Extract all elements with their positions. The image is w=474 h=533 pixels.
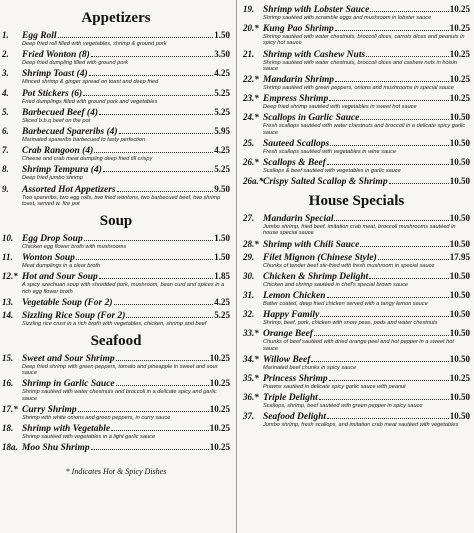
seafood-list bbox=[2, 353, 230, 453]
dot-leader bbox=[327, 412, 449, 419]
menu-item-description: Marinated spareribs barbecued to tasty perfection bbox=[22, 137, 146, 144]
dot-leader bbox=[94, 146, 213, 153]
dot-leader bbox=[369, 272, 448, 279]
menu-item-price: 10.50 bbox=[449, 328, 470, 339]
dot-leader bbox=[84, 234, 214, 241]
menu-item-price: 10.50 bbox=[449, 213, 470, 224]
menu-item-line bbox=[243, 49, 470, 60]
dot-leader bbox=[335, 24, 449, 31]
menu-item-description: Chunks of tender beef stir-fried with fresh mushroom in special sauce bbox=[263, 262, 435, 269]
menu-item-price: 5.95 bbox=[214, 126, 230, 137]
menu-item-number: 5. bbox=[2, 106, 9, 117]
menu-item-line bbox=[243, 290, 470, 301]
menu-item-name: Barbecued Spareribs (4) bbox=[22, 127, 118, 138]
dot-leader bbox=[366, 50, 449, 57]
menu-item-line bbox=[243, 157, 470, 168]
menu-item-line bbox=[2, 233, 230, 244]
menu-item-line bbox=[243, 176, 470, 187]
menu-item-price: 10.50 bbox=[449, 290, 470, 301]
menu-item-description: Fresh scallops sautéed with water chestnuts and broccoli in a delicate spicy garlic sauce bbox=[263, 123, 466, 136]
menu-item-number: 11. bbox=[2, 252, 13, 263]
menu-item-price: 10.50 bbox=[449, 112, 470, 123]
menu-item-price: 10.50 bbox=[449, 392, 470, 403]
dot-leader bbox=[389, 177, 449, 184]
dot-leader bbox=[335, 75, 449, 82]
menu-item-number: 4. bbox=[2, 87, 9, 98]
menu-item-name: Crispy Salted Scallop & Shrimp bbox=[263, 177, 388, 188]
menu-item-name: Pot Stickers (6) bbox=[22, 88, 83, 99]
menu-item bbox=[243, 213, 470, 236]
menu-item bbox=[2, 442, 230, 453]
menu-item-name: Shrimp Tempura (4) bbox=[22, 165, 102, 176]
menu-item-price: 10.50 bbox=[449, 176, 470, 187]
menu-item-number: 28.* bbox=[243, 238, 259, 249]
menu-item-name: Vegetable Soup (For 2) bbox=[22, 297, 113, 308]
menu-item-price: 10.25 bbox=[449, 74, 470, 85]
menu-item-number: 23.* bbox=[243, 93, 259, 104]
dot-leader bbox=[314, 329, 449, 336]
menu-item-line bbox=[2, 442, 230, 453]
menu-item-line bbox=[2, 30, 230, 41]
dot-leader bbox=[116, 354, 209, 361]
menu-item-name: Happy Family bbox=[263, 310, 320, 321]
menu-item bbox=[2, 233, 230, 250]
menu-item bbox=[2, 30, 230, 47]
menu-item-description: Shrimp sautéed with vegetables in a light garlic sauce bbox=[22, 434, 156, 441]
menu-item-name: Princess Shrimp bbox=[263, 374, 328, 385]
menu-item bbox=[2, 297, 230, 308]
dot-leader bbox=[111, 424, 209, 431]
menu-item bbox=[243, 112, 470, 135]
menu-item-description: Deep fried shrimp sautéed with vegetables in sweet hot sauce bbox=[263, 104, 417, 111]
menu-item-line bbox=[243, 392, 470, 403]
menu-left-column bbox=[0, 0, 236, 533]
menu-item-number: 13. bbox=[2, 296, 14, 307]
menu-item bbox=[2, 164, 230, 181]
menu-item-line bbox=[2, 126, 230, 137]
dot-leader bbox=[117, 185, 214, 192]
dot-leader bbox=[103, 165, 213, 172]
dot-leader bbox=[334, 214, 448, 221]
menu-item-line bbox=[2, 184, 230, 195]
menu-item-name: Shrimp with Chili Sauce bbox=[263, 239, 360, 250]
menu-item bbox=[2, 271, 230, 294]
dot-leader bbox=[83, 89, 213, 96]
menu-item-line bbox=[2, 107, 230, 118]
menu-item-description: Batter coated, deep fried chicken served with a tangy lemon sauce bbox=[263, 301, 428, 308]
menu-item-number: 17.* bbox=[2, 403, 18, 414]
menu-item-line bbox=[243, 354, 470, 365]
menu-item-line bbox=[2, 378, 230, 389]
menu-item bbox=[243, 392, 470, 409]
menu-item-line bbox=[243, 309, 470, 320]
menu-item-name: Shrimp in Garlic Sauce bbox=[22, 379, 115, 390]
menu-item-price: 10.25 bbox=[449, 93, 470, 104]
menu-item bbox=[2, 107, 230, 124]
menu-item-line bbox=[2, 271, 230, 282]
menu-item-description: Shrimp sautéed with water chestnuts and broccoli in a delicate spicy and garlic sauce bbox=[22, 389, 217, 402]
menu-item bbox=[2, 423, 230, 440]
menu-item-description: Meat dumplings in a clear broth bbox=[22, 263, 101, 270]
menu-item-number: 26.* bbox=[243, 157, 259, 168]
menu-item-price: 10.25 bbox=[209, 353, 230, 364]
menu-item-description: Two spareribs, two egg rolls, two fried wontons, two barbecued beef, two shrimp toast, served w. fire pot bbox=[22, 194, 221, 207]
menu-item-line bbox=[243, 373, 470, 384]
menu-item-description: Deep fried jumbo shrimp bbox=[22, 175, 83, 182]
menu-item-name: Orange Beef bbox=[263, 329, 313, 340]
section-title-soup: Soup bbox=[99, 213, 133, 230]
dot-leader bbox=[99, 272, 213, 279]
menu-item-line bbox=[2, 404, 230, 415]
dot-leader bbox=[91, 50, 214, 57]
menu-item-name: Shrimp with Vegetable bbox=[22, 424, 111, 435]
menu-item-number: 18a. bbox=[2, 442, 18, 453]
menu-item-description: Prawns sautéed in delicate spicy garlic sauce with peanut bbox=[263, 384, 406, 391]
menu-item-line bbox=[243, 252, 470, 263]
menu-item-line bbox=[243, 4, 470, 15]
menu-item-number: 8. bbox=[2, 164, 9, 175]
menu-item-name: Seafood Delight bbox=[263, 412, 327, 423]
menu-item-description: Shrimp sautéed with water chestnuts, broccoli dices, carrots dices and peanuts in spicy hot sauce bbox=[263, 34, 465, 47]
menu-item-name: Filet Mignon (Chinese Style) bbox=[263, 252, 377, 263]
dot-leader bbox=[116, 379, 209, 386]
menu-item-price: 3.50 bbox=[214, 49, 230, 60]
menu-item-price: 10.25 bbox=[449, 23, 470, 34]
menu-item-price: 1.50 bbox=[214, 30, 230, 40]
menu-item-line bbox=[243, 271, 470, 282]
menu-item-name: Willow Beef bbox=[263, 354, 311, 365]
menu-item-name: Scallops & Beef bbox=[263, 158, 326, 169]
menu-item bbox=[243, 157, 470, 174]
menu-item-name: Lemon Chicken bbox=[263, 291, 326, 302]
menu-item-number: 35.* bbox=[243, 373, 259, 384]
appetizers-list bbox=[2, 30, 230, 207]
menu-item-name: Shrimp Toast (4) bbox=[22, 69, 88, 80]
menu-item-name: Sizzling Rice Soup (For 2) bbox=[22, 310, 126, 321]
dot-leader bbox=[329, 94, 449, 101]
menu-item-name: Shrimp with Lobster Sauce bbox=[263, 5, 370, 15]
menu-item-name: Hot and Sour Soup bbox=[22, 272, 98, 283]
menu-item-description: Jumbo shrimp, fried beef, imitation crab meat, broccoli mushrooms sautéed in house special sauce bbox=[263, 224, 456, 237]
dot-leader bbox=[76, 253, 213, 260]
menu-item bbox=[243, 239, 470, 250]
menu-item-description: Scallops, shrimp, beef sautéed with green pepper in spicy sauce bbox=[263, 403, 423, 410]
menu-item-number: 21. bbox=[243, 48, 255, 59]
menu-item bbox=[243, 309, 470, 326]
menu-item bbox=[243, 373, 470, 390]
menu-item-description: Chunks of beef sautéed with dried orange peel and hot pepper in a sweet hot sauce bbox=[263, 339, 454, 352]
menu-item-line bbox=[2, 49, 230, 60]
dot-leader bbox=[114, 298, 214, 305]
menu-item-number: 6. bbox=[2, 126, 9, 137]
menu-item-number: 25. bbox=[243, 137, 255, 148]
menu-item-line bbox=[243, 93, 470, 104]
menu-item-number: 34.* bbox=[243, 353, 259, 364]
menu-item-number: 12.* bbox=[2, 271, 18, 282]
menu-item-price: 9.50 bbox=[214, 183, 230, 194]
menu-item-description: Fresh scallops sautéed with vegetables in wine sauce bbox=[263, 148, 397, 155]
menu-item-description: Sizzling rice crust in a rich broth with vegetables, chicken, shrimp and beef bbox=[22, 320, 207, 327]
dot-leader bbox=[89, 69, 214, 76]
menu-item-line bbox=[243, 328, 470, 339]
menu-item bbox=[243, 23, 470, 46]
menu-item-description: Marinated beef chunks in spicy sauce bbox=[263, 364, 357, 371]
menu-item bbox=[2, 404, 230, 421]
menu-item-name: Sweet and Sour Shrimp bbox=[22, 354, 115, 365]
menu-item-description: Shrimp with white onions and green peppers, in curry sauce bbox=[22, 414, 171, 421]
menu-item-number: 32. bbox=[243, 309, 255, 320]
menu-item-price: 4.25 bbox=[214, 145, 230, 156]
menu-item-line bbox=[2, 68, 230, 79]
menu-item-description: Fried dumplings filled with ground pork and vegetables bbox=[22, 98, 158, 105]
menu-right-column bbox=[236, 0, 474, 533]
menu-item-number: 36.* bbox=[243, 392, 259, 403]
menu-item-name: Shrimp with Cashew Nuts bbox=[263, 49, 366, 60]
section-title-seafood: Seafood bbox=[90, 333, 142, 350]
section-title-appetizers: Appetizers bbox=[81, 10, 151, 26]
dot-leader bbox=[320, 310, 449, 317]
menu-item-description: Deep fried roll filled with vegetables, shrimp & ground pork bbox=[22, 41, 167, 47]
menu-item bbox=[243, 252, 470, 269]
menu-item-price: 5.25 bbox=[214, 106, 230, 117]
menu-item-description: Shrimp sautéed with water chestnuts, broccoli dices and cashew nuts in hoisin sauce bbox=[263, 59, 458, 72]
spicy-note: * Indicates Hot & Spicy Dishes bbox=[65, 467, 167, 477]
menu-item-description: Chicken and shrimp sautéed in chef's special brown sauce bbox=[263, 281, 409, 288]
dot-leader bbox=[78, 405, 209, 412]
menu-item-name: Sauteed Scallops bbox=[263, 138, 330, 149]
menu-item bbox=[2, 252, 230, 269]
menu-item-description: Cheese and crab meat dumpling deep fried till crispy bbox=[22, 156, 153, 163]
menu-item bbox=[243, 411, 470, 428]
dot-leader bbox=[327, 291, 449, 298]
menu-item-number: 15. bbox=[2, 353, 14, 364]
menu-item-description: Chicken egg flower broth with mushrooms bbox=[22, 244, 127, 251]
menu-item-number: 3. bbox=[2, 68, 9, 79]
dot-leader bbox=[319, 393, 449, 400]
menu-item-line bbox=[2, 164, 230, 175]
menu-item bbox=[2, 310, 230, 327]
menu-item-number: 7. bbox=[2, 145, 9, 156]
dot-leader bbox=[91, 443, 209, 450]
menu-item-price: 10.25 bbox=[449, 4, 470, 14]
menu-item-line bbox=[243, 411, 470, 422]
menu-item bbox=[243, 74, 470, 91]
dot-leader bbox=[360, 113, 448, 120]
menu-item-description: Shrimp, beef, pork, chicken with snow peas, pods and water chestnuts bbox=[263, 320, 438, 327]
menu-item-line bbox=[2, 353, 230, 364]
soup-list bbox=[2, 233, 230, 327]
seafood-continued-list bbox=[243, 4, 470, 187]
menu-item bbox=[243, 4, 470, 21]
menu-item-number: 16. bbox=[2, 378, 14, 389]
menu-item-number: 33.* bbox=[243, 328, 259, 339]
menu-item bbox=[2, 184, 230, 207]
menu-item-description: A spicy szechuan soup with shredded pork, mushroom, bean curd and spices in a rich egg flower broth bbox=[22, 282, 225, 295]
menu-item bbox=[243, 290, 470, 307]
menu-item bbox=[2, 353, 230, 376]
menu-item-number: 10. bbox=[2, 233, 14, 244]
menu-item bbox=[243, 176, 470, 187]
menu-item-price: 10.50 bbox=[449, 238, 470, 249]
menu-item-name: Mandarin Special bbox=[263, 214, 334, 225]
menu-item-price: 10.50 bbox=[449, 353, 470, 364]
menu-item-name: Egg Roll bbox=[22, 31, 57, 41]
dot-leader bbox=[58, 31, 214, 38]
menu-item-number: 37. bbox=[243, 411, 255, 422]
house-specials-list bbox=[243, 213, 470, 428]
menu-item-number: 1. bbox=[2, 30, 9, 40]
menu-item-number: 2. bbox=[2, 49, 9, 60]
dot-leader bbox=[329, 374, 449, 381]
menu-item-line bbox=[2, 145, 230, 156]
menu-item bbox=[243, 354, 470, 371]
menu-item-price: 10.25 bbox=[449, 373, 470, 384]
section-title-house-specials: House Specials bbox=[308, 193, 405, 210]
dot-leader bbox=[126, 311, 213, 318]
menu-item-price: 1.50 bbox=[214, 252, 230, 263]
menu-item-description: Minced shrimp & ginger spread on toast and deep fried bbox=[22, 79, 159, 86]
menu-item-number: 30. bbox=[243, 270, 255, 281]
menu-item-name: Empress Shrimp bbox=[263, 94, 329, 105]
menu-item-line bbox=[2, 297, 230, 308]
menu-item-number: 18. bbox=[2, 423, 14, 434]
menu-item-line bbox=[243, 213, 470, 224]
menu-item-price: 10.25 bbox=[209, 423, 230, 434]
menu-item-name: Moo Shu Shrimp bbox=[22, 443, 90, 454]
menu-item-price: 10.50 bbox=[449, 309, 470, 320]
menu-item-line bbox=[2, 310, 230, 321]
menu-item-description: Scallops & beef sautéed with vegetables in garlic sauce bbox=[263, 168, 401, 175]
menu-item-price: 17.95 bbox=[449, 251, 470, 262]
menu-item-line bbox=[243, 138, 470, 149]
menu-item bbox=[2, 378, 230, 401]
menu-item-line bbox=[243, 74, 470, 85]
menu-item-name: Triple Delight bbox=[263, 393, 318, 404]
menu-item-line bbox=[243, 112, 470, 123]
menu-item-name: Kung Pao Shrimp bbox=[263, 24, 334, 35]
menu-item bbox=[2, 49, 230, 66]
menu-item-price: 10.50 bbox=[449, 157, 470, 168]
menu-item bbox=[2, 126, 230, 143]
menu-item bbox=[243, 93, 470, 110]
menu-item-name: Wonton Soup bbox=[22, 253, 75, 264]
menu-item-price: 10.25 bbox=[209, 378, 230, 389]
menu-item-price: 10.50 bbox=[449, 270, 470, 281]
menu-item-line bbox=[243, 23, 470, 34]
menu-item-number: 22.* bbox=[243, 74, 259, 85]
menu-item-price: 5.25 bbox=[214, 87, 230, 98]
dot-leader bbox=[119, 127, 214, 134]
dot-leader bbox=[327, 158, 449, 165]
menu-item-price: 4.25 bbox=[214, 68, 230, 79]
menu-item bbox=[243, 271, 470, 288]
menu-item-name: Mandarin Shrimp bbox=[263, 75, 335, 86]
menu-item-price: 10.50 bbox=[449, 411, 470, 422]
menu-item-number: 29. bbox=[243, 251, 255, 262]
menu-item-line bbox=[2, 252, 230, 263]
menu-item-description: Shrimp sautéed with scramble eggs and mushroom in lobster sauce bbox=[263, 15, 432, 21]
menu-item bbox=[2, 68, 230, 85]
dot-leader bbox=[370, 5, 448, 12]
menu-item-price: 10.25 bbox=[209, 442, 230, 453]
dot-leader bbox=[99, 108, 213, 115]
menu-item-number: 14. bbox=[2, 309, 14, 320]
menu-item bbox=[243, 328, 470, 351]
menu-item-line bbox=[2, 423, 230, 434]
menu-item-price: 4.25 bbox=[214, 296, 230, 307]
menu-item-description: Sliced b.b.q beef on the pot bbox=[22, 117, 91, 124]
menu-item-number: 31. bbox=[243, 290, 255, 301]
menu-item-description: Deep fried dumpling filled with ground pork bbox=[22, 60, 129, 67]
menu-item bbox=[243, 49, 470, 72]
menu-item-price: 5.25 bbox=[214, 309, 230, 320]
menu-item bbox=[2, 145, 230, 162]
menu-item bbox=[2, 88, 230, 105]
menu-item-price: 10.25 bbox=[449, 48, 470, 59]
menu-item-price: 10.50 bbox=[449, 137, 470, 148]
menu-item-name: Assorted Hot Appetizers bbox=[22, 184, 116, 195]
menu-item-number: 24.* bbox=[243, 112, 259, 123]
menu-item-name: Barbecued Beef (4) bbox=[22, 107, 98, 118]
menu-item-name: Chicken & Shrimp Delight bbox=[263, 271, 369, 282]
menu-item-description: Shrimp sautéed with green peppers, onions and mushrooms in special sauce bbox=[263, 85, 454, 92]
dot-leader bbox=[311, 355, 448, 362]
menu-item-number: 26a.* bbox=[243, 176, 264, 187]
dot-leader bbox=[378, 253, 449, 260]
menu-item-name: Egg Drop Soup bbox=[22, 234, 83, 245]
menu-item-number: 27. bbox=[243, 213, 255, 224]
dot-leader bbox=[330, 139, 449, 146]
menu-item-price: 5.25 bbox=[214, 164, 230, 175]
menu-item-name: Fried Wonton (8) bbox=[22, 50, 90, 61]
menu-item-line bbox=[243, 239, 470, 250]
menu-item-price: 1.85 bbox=[214, 271, 230, 282]
menu-item bbox=[243, 138, 470, 155]
menu-item-price: 1.50 bbox=[214, 233, 230, 244]
menu-item-number: 9. bbox=[2, 183, 9, 194]
menu-item-description: Jumbo shrimp, fresh scallops, and imitation crab meat sautéed with vegetables bbox=[263, 422, 459, 429]
dot-leader bbox=[360, 240, 448, 247]
menu-item-number: 20.* bbox=[243, 23, 259, 34]
menu-item-description: Deep fried shrimp with green peppers, tomato and pineapple in sweet and sour sauce bbox=[22, 364, 218, 377]
menu-item-name: Scallops in Garlic Sauce bbox=[263, 113, 360, 124]
menu-item-line bbox=[2, 88, 230, 99]
menu-item-name: Crab Rangoon (4) bbox=[22, 146, 94, 157]
menu-item-number: 19. bbox=[243, 4, 255, 14]
menu-item-name: Curry Shrimp bbox=[22, 404, 77, 415]
menu-item-price: 10.25 bbox=[209, 403, 230, 414]
